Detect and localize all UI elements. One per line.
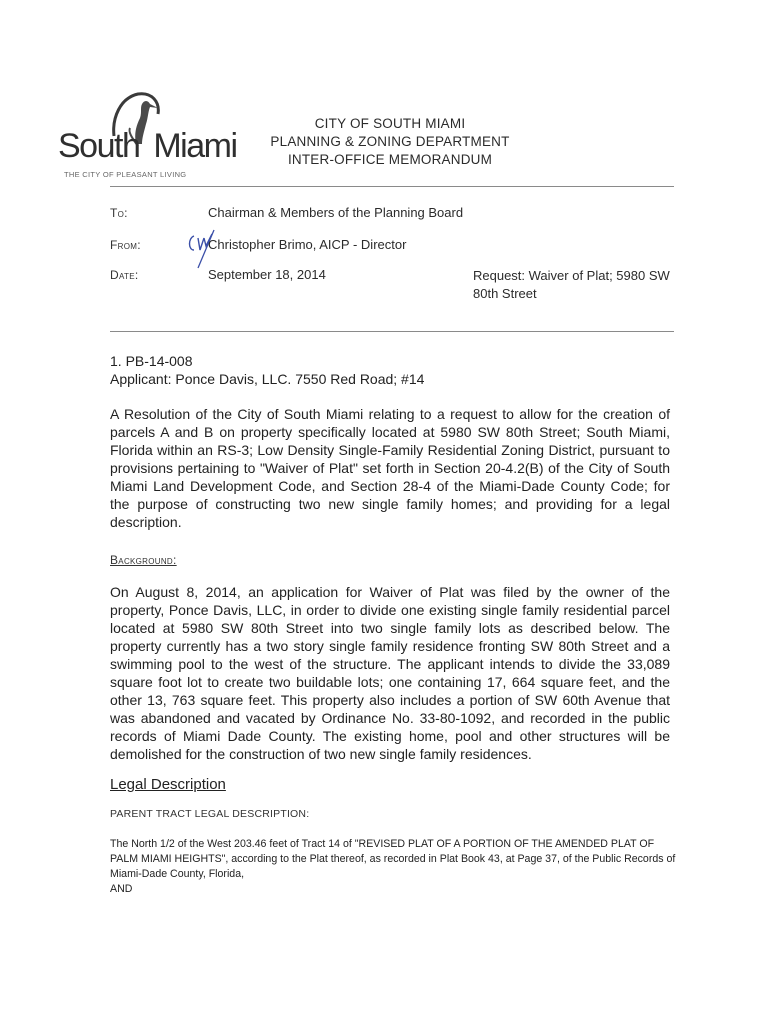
parent-tract-and: AND [110, 883, 133, 895]
request-subject: Request: Waiver of Plat; 5980 SW 80th Street [473, 268, 670, 301]
logo-wordmark: South Miami [58, 127, 237, 165]
department-heading [240, 115, 540, 169]
parent-tract-description: The North 1/2 of the West 203.46 feet of Tract 14 of "REVISED PLAT OF A PORTION OF THE AMENDED PLAT OF PALM MIAMI HEIGHTS", according to the Plat thereof, as recorded in Plat Book 43, at Page 37, of the Public Records of Miami-Dade County, Florida, [110, 838, 676, 880]
department-line-3: INTER-OFFICE MEMORANDUM [287, 152, 493, 167]
logo-tagline: THE CITY OF PLEASANT LIVING [64, 170, 187, 179]
date-value: September 18, 2014 [208, 267, 326, 282]
to-label: To: [110, 206, 128, 220]
from-value: Christopher Brimo, AICP - Director [208, 237, 407, 252]
parent-tract-label: PARENT TRACT LEGAL DESCRIPTION: [110, 808, 310, 820]
department-line-2: PLANNING & ZONING DEPARTMENT [270, 134, 510, 149]
item-applicant: Applicant: Ponce Davis, LLC. 7550 Red Road; #14 [110, 371, 425, 387]
memo-divider [110, 331, 674, 332]
date-label: Date: [110, 268, 139, 282]
department-line-1: CITY OF SOUTH MIAMI [314, 116, 466, 131]
item-number: 1. PB-14-008 [110, 353, 193, 369]
header-divider [110, 186, 674, 187]
item-block [110, 352, 424, 388]
background-heading: Background: [110, 553, 177, 567]
city-logo [58, 88, 238, 183]
from-label: From: [110, 238, 141, 252]
background-paragraph: On August 8, 2014, an application for Waiver of Plat was filed by the owner of the property, Ponce Davis, LLC, in order to divide one existing single family residential parcel located at 5980 SW 80th Street into two single family lots as described below. The property currently has a two story single family residence fronting SW 80th Street and a swimming pool to the west of the structure. The applicant intends to divide the 33,089 square foot lot to create two buildable lots; one containing 17, 664 square feet, and the other 13, 763 square feet. This property also includes a portion of SW 60th Avenue that was abandoned and vacated by Ordinance No. 33-80-1092, and recorded in the public records of Miami Dade County. The existing home, pool and other structures will be demolished for the construction of two new single family residences. [110, 584, 670, 762]
parent-tract-text [110, 837, 680, 897]
legal-description-heading: Legal Description [110, 776, 226, 793]
to-value: Chairman & Members of the Planning Board [208, 205, 464, 220]
resolution-paragraph: A Resolution of the City of South Miami relating to a request to allow for the creation of parcels A and B on property specifically located at 5980 SW 80th Street; South Miami, Florida within an RS-3; Low Density Single-Family Residential Zoning District, pursuant to provisions pertaining to "Waiver of Plat" set forth in Section 20-4.2(B) of the City of South Miami Land Development Code, and Section 28-4 of the Miami-Dade County Code; for the purpose of constructing two new single family homes; and providing for a legal description. [110, 406, 670, 530]
